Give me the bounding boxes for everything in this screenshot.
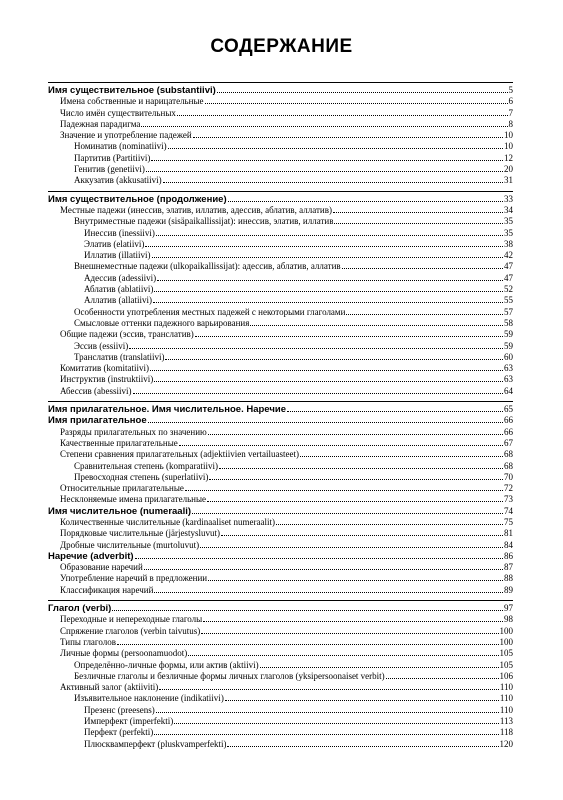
toc-entry <box>48 438 513 449</box>
toc-entry-title: Аблатив (ablatiivi) <box>84 284 154 295</box>
toc-leader-dots <box>141 126 507 127</box>
toc-leader-dots <box>260 667 499 668</box>
toc-entry-title: Генитив (genetiivi) <box>74 164 145 175</box>
toc-entry <box>48 318 513 329</box>
toc-leader-dots <box>168 148 503 149</box>
toc-entry <box>48 573 513 584</box>
toc-entry-title: Общие падежи (эссив, транслатив) <box>60 329 194 340</box>
toc-entry-title: Комитатив (komitatiivi) <box>60 363 149 374</box>
toc-page-number: 12 <box>504 152 513 163</box>
toc-page-number: 64 <box>504 385 513 396</box>
toc-leader-dots <box>145 246 503 247</box>
toc-page-number: 88 <box>504 573 513 584</box>
toc-entry-title: Дробные числительные (murtoluvut) <box>60 539 200 550</box>
toc-leader-dots <box>154 592 503 593</box>
toc-leader-dots <box>276 524 503 525</box>
toc-leader-dots <box>185 490 503 491</box>
toc-entry <box>48 693 513 704</box>
toc-entry-title: Партитив (Partitiivi) <box>74 152 151 163</box>
toc-page-number: 68 <box>504 460 513 471</box>
toc-entry <box>48 562 513 573</box>
toc-entry-title: Порядковые числительные (järjestysluvut) <box>60 528 220 539</box>
toc-entry <box>48 108 513 119</box>
toc-page-number: 5 <box>508 85 513 95</box>
toc-entry <box>48 141 513 152</box>
toc-page-number: 100 <box>499 625 513 636</box>
toc-entry-title: Имя прилагательное. Имя числительное. Наречие <box>48 404 286 416</box>
toc-page-number: 63 <box>504 374 513 385</box>
toc-page-number: 35 <box>504 227 513 238</box>
toc-heading <box>48 404 513 415</box>
toc-entry-title: Глагол (verbi) <box>48 603 112 615</box>
toc-leader-dots <box>203 621 503 622</box>
toc-page-number: 100 <box>499 636 513 647</box>
toc-entry-title: Номинатив (nominatiivi) <box>74 141 167 152</box>
toc-leader-dots <box>250 325 503 326</box>
toc-leader-dots <box>153 302 503 303</box>
toc-leader-dots <box>228 201 503 202</box>
toc-entry-title: Смысловые оттенки падежного варьирования <box>74 317 250 328</box>
section-divider <box>48 191 513 192</box>
toc-entry-title: Местные падежи (инессив, элатив, иллатив, адессив, аблатив, аллатив) <box>60 204 332 215</box>
toc-leader-dots <box>151 160 503 161</box>
toc-entry-title: Имя прилагательное <box>48 415 147 427</box>
toc-entry <box>48 153 513 164</box>
toc-page-number: 73 <box>504 494 513 505</box>
toc-entry <box>48 216 513 227</box>
toc-page-number: 33 <box>504 193 513 204</box>
section-divider <box>48 600 513 601</box>
toc-page-number: 118 <box>499 727 513 738</box>
toc-page-number: 35 <box>504 216 513 227</box>
section-divider <box>48 82 513 83</box>
toc-entry-title: Относительные прилагательные <box>60 483 184 494</box>
toc-page-number: 6 <box>508 96 513 107</box>
toc-heading <box>48 506 513 517</box>
toc-entry <box>48 130 513 141</box>
toc-leader-dots <box>225 700 499 701</box>
toc-entry-title: Значение и употребление падежей <box>60 130 192 141</box>
toc-entry-title: Элатив (elatiivi) <box>84 238 145 249</box>
toc-leader-dots <box>165 359 503 360</box>
toc-leader-dots <box>346 314 503 315</box>
toc-page-number: 10 <box>504 130 513 141</box>
toc-leader-dots <box>209 479 503 480</box>
toc-entry <box>48 239 513 250</box>
toc-page-number: 81 <box>504 528 513 539</box>
toc-entry <box>48 205 513 216</box>
toc-page-number: 106 <box>499 670 513 681</box>
toc-leader-dots <box>192 513 503 514</box>
toc-entry-title: Несклоняемые имена прилагательные <box>60 494 207 505</box>
toc-entry <box>48 273 513 284</box>
toc-page-number: 74 <box>504 505 513 516</box>
toc-page-number: 7 <box>508 107 513 118</box>
toc-page-number: 20 <box>504 164 513 175</box>
toc-leader-dots <box>135 558 503 559</box>
toc-leader-dots <box>195 336 503 337</box>
toc-leader-dots <box>117 644 498 645</box>
toc-entry <box>48 472 513 483</box>
toc-entry <box>48 637 513 648</box>
toc-entry <box>48 329 513 340</box>
toc-entry <box>48 341 513 352</box>
toc-entry <box>48 119 513 130</box>
toc-leader-dots <box>163 182 503 183</box>
toc-heading <box>48 85 513 96</box>
toc-leader-dots <box>287 411 503 412</box>
toc-page-number: 60 <box>504 351 513 362</box>
toc-page-number: 42 <box>504 250 513 261</box>
toc-page-number: 110 <box>499 693 513 704</box>
toc-page-number: 110 <box>499 704 513 715</box>
toc-page-number: 66 <box>504 426 513 437</box>
toc-page-number: 105 <box>499 648 513 659</box>
toc-entry <box>48 614 513 625</box>
toc-leader-dots <box>154 291 503 292</box>
toc-entry-title: Перфект (perfekti) <box>84 727 154 738</box>
toc-entry <box>48 363 513 374</box>
toc-entry <box>48 671 513 682</box>
toc-leader-dots <box>144 569 503 570</box>
toc-entry <box>48 494 513 505</box>
toc-page-number: 65 <box>504 404 513 415</box>
toc-page-number: 110 <box>499 682 513 693</box>
toc-leader-dots <box>342 268 503 269</box>
toc-entry-title: Иллатив (illatiivi) <box>84 250 151 261</box>
toc-leader-dots <box>334 223 503 224</box>
toc-page-number: 34 <box>504 204 513 215</box>
toc-entry <box>48 307 513 318</box>
toc-entry-title: Наречие (adverbit) <box>48 550 134 562</box>
toc-leader-dots <box>152 257 504 258</box>
toc-entry <box>48 716 513 727</box>
toc-page-number: 58 <box>504 317 513 328</box>
toc-entry-title: Инессив (inessiivi) <box>84 227 155 238</box>
toc-page-number: 63 <box>504 363 513 374</box>
page-title: СОДЕРЖАНИЕ <box>210 36 353 57</box>
toc-leader-dots <box>133 393 503 394</box>
toc-entry <box>48 517 513 528</box>
toc-leader-dots <box>150 370 503 371</box>
toc-entry <box>48 386 513 397</box>
toc-entry-title: Переходные и непереходные глаголы <box>60 614 203 625</box>
toc-entry <box>48 374 513 385</box>
toc-entry-title: Имя существительное (продолжение) <box>48 193 227 205</box>
toc-page-number: 10 <box>504 141 513 152</box>
toc-entry-title: Употребление наречий в предложении <box>60 573 208 584</box>
toc-entry-title: Разряды прилагательных по значению <box>60 426 207 437</box>
toc-page-number: 86 <box>504 550 513 561</box>
toc-entry <box>48 461 513 472</box>
toc-entry-title: Особенности употребления местных падежей с некоторыми глаголами <box>74 306 346 317</box>
toc-leader-dots <box>177 115 508 116</box>
toc-leader-dots <box>129 348 503 349</box>
toc-entry <box>48 660 513 671</box>
toc-entry-title: Абессив (abessiivi) <box>60 385 132 396</box>
toc-leader-dots <box>159 689 499 690</box>
toc-entry <box>48 739 513 750</box>
toc-leader-dots <box>201 633 498 634</box>
toc-entry-title: Транслатив (translatiivi) <box>74 351 165 362</box>
toc-page-number: 87 <box>504 562 513 573</box>
toc-entry <box>48 585 513 596</box>
toc-entry-title: Определённо-личные формы, или актив (aktiivi) <box>74 659 259 670</box>
toc-leader-dots <box>205 103 508 104</box>
toc-entry-title: Сравнительная степень (komparatiivi) <box>74 460 218 471</box>
toc-entry-title: Аккузатив (akkusatiivi) <box>74 175 162 186</box>
toc-entry <box>48 540 513 551</box>
toc-page-number: 70 <box>504 471 513 482</box>
toc-entry-title: Личные формы (persoonamuodot) <box>60 648 188 659</box>
toc-page-number: 8 <box>508 118 513 129</box>
toc-entry <box>48 626 513 637</box>
toc-leader-dots <box>193 137 503 138</box>
toc-entry <box>48 228 513 239</box>
toc-entry-title: Типы глаголов <box>60 636 117 647</box>
toc-page-number: 59 <box>504 340 513 351</box>
toc-entry-title: Количественные числительные (kardinaaliset numeraalit) <box>60 516 276 527</box>
toc-entry-title: Имперфект (imperfekti) <box>84 716 174 727</box>
toc-page-number: 67 <box>504 437 513 448</box>
toc-page-number: 105 <box>499 659 513 670</box>
toc-leader-dots <box>112 610 503 611</box>
toc-page-number: 38 <box>504 238 513 249</box>
toc-page-number: 75 <box>504 516 513 527</box>
toc-page-number: 84 <box>504 539 513 550</box>
toc-entry-title: Образование наречий <box>60 562 143 573</box>
toc-entry <box>48 96 513 107</box>
toc-entry-title: Внешнеместные падежи (ulkopaikallissijat): адессив, аблатив, аллатив <box>74 261 341 272</box>
toc-entry <box>48 295 513 306</box>
toc-page-number: 47 <box>504 261 513 272</box>
toc-leader-dots <box>207 501 503 502</box>
toc-entry <box>48 284 513 295</box>
toc-entry-title: Активный залог (aktiiviti) <box>60 682 159 693</box>
toc-heading <box>48 603 513 614</box>
toc-entry <box>48 648 513 659</box>
toc-entry <box>48 682 513 693</box>
toc-leader-dots <box>179 445 503 446</box>
toc-entry <box>48 261 513 272</box>
toc-entry-title: Инструктив (instruktiivi) <box>60 374 154 385</box>
toc-entry <box>48 352 513 363</box>
toc-leader-dots <box>300 456 503 457</box>
toc-page-number: 52 <box>504 284 513 295</box>
toc-leader-dots <box>156 235 503 236</box>
toc-leader-dots <box>174 723 499 724</box>
toc-leader-dots <box>154 734 499 735</box>
toc-entry <box>48 528 513 539</box>
toc-page-number: 98 <box>504 614 513 625</box>
toc-leader-dots <box>333 212 503 213</box>
toc-entry <box>48 705 513 716</box>
toc-entry-title: Аллатив (allatiivi) <box>84 295 152 306</box>
toc-entry-title: Внутриместные падежи (sisäpaikallissijat): инессив, элатив, иллатив <box>74 216 334 227</box>
toc-entry-title: Имя числительное (numeraali) <box>48 505 192 517</box>
toc-entry-title: Число имён существительных <box>60 107 176 118</box>
toc-entry-title: Презенс (preesens) <box>84 704 155 715</box>
toc-entry-title: Степени сравнения прилагательных (adjektiivien vertailuasteet) <box>60 449 299 460</box>
toc-entry-title: Безличные глаголы и безличные формы личных глаголов (yksipersoonaiset verbit) <box>74 670 385 681</box>
toc-entry-title: Качественные прилагательные <box>60 437 178 448</box>
toc-entry-title: Спряжение глаголов (verbin taivutus) <box>60 625 201 636</box>
toc-page-number: 68 <box>504 449 513 460</box>
toc-entry-title: Изъявительное наклонение (indikatiivi) <box>74 693 224 704</box>
toc-entry-title: Адессив (adessiivi) <box>84 272 157 283</box>
toc-heading <box>48 551 513 562</box>
toc-entry-title: Имена собственные и нарицательные <box>60 96 204 107</box>
toc-leader-dots <box>227 746 498 747</box>
toc-entry <box>48 483 513 494</box>
toc-entry-title: Падежная парадигма <box>60 118 141 129</box>
toc-page-number: 66 <box>504 415 513 426</box>
toc-leader-dots <box>188 655 498 656</box>
section-divider <box>48 401 513 402</box>
toc-entry <box>48 427 513 438</box>
toc-page-number: 55 <box>504 295 513 306</box>
toc-leader-dots <box>146 171 503 172</box>
toc-entry <box>48 175 513 186</box>
toc-page-number: 120 <box>499 738 513 749</box>
toc-heading <box>48 415 513 426</box>
toc-page-number: 57 <box>504 306 513 317</box>
toc-leader-dots <box>217 92 508 93</box>
toc-entry <box>48 164 513 175</box>
toc-leader-dots <box>148 422 503 423</box>
toc-page-number: 72 <box>504 483 513 494</box>
toc-page-number: 47 <box>504 272 513 283</box>
toc-heading <box>48 194 513 205</box>
toc-leader-dots <box>208 580 503 581</box>
toc-entry <box>48 727 513 738</box>
toc-entry <box>48 250 513 261</box>
toc-leader-dots <box>156 712 499 713</box>
toc-leader-dots <box>154 381 503 382</box>
toc-entry-title: Плюсквамперфект (pluskvamperfekti) <box>84 738 227 749</box>
toc-entry-title: Имя существительное (substantiivi) <box>48 85 216 96</box>
table-of-contents <box>48 85 513 750</box>
toc-leader-dots <box>200 547 503 548</box>
toc-page-number: 89 <box>504 584 513 595</box>
toc-entry-title: Эссив (essiivi) <box>74 340 129 351</box>
toc-leader-dots <box>219 468 503 469</box>
toc-leader-dots <box>386 678 499 679</box>
toc-leader-dots <box>221 535 503 536</box>
toc-leader-dots <box>208 434 503 435</box>
toc-page-number: 31 <box>504 175 513 186</box>
toc-entry-title: Классификация наречий <box>60 584 154 595</box>
toc-entry-title: Превосходная степень (superlatiivi) <box>74 471 209 482</box>
toc-page-number: 97 <box>504 603 513 614</box>
toc-entry <box>48 449 513 460</box>
toc-page-number: 59 <box>504 329 513 340</box>
toc-leader-dots <box>157 280 503 281</box>
toc-page-number: 113 <box>499 716 513 727</box>
